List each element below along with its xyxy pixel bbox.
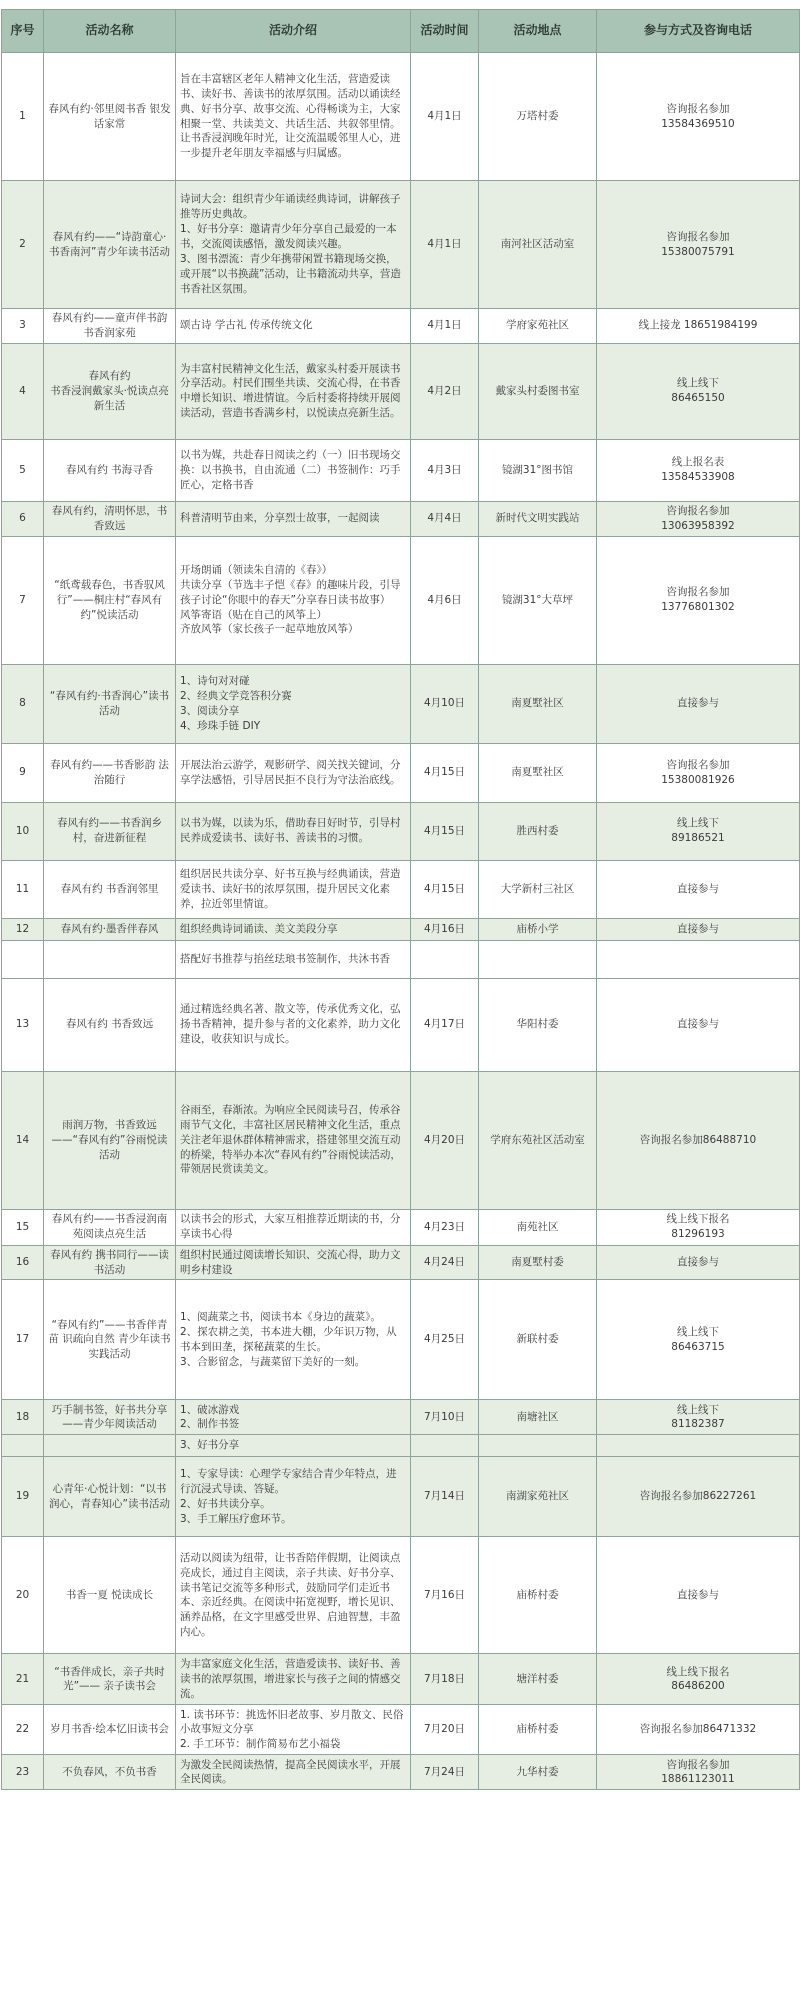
cell-activity-name: “纸鸢载春色，书香驭风行”——桐庄村“春风有约”悦读活动: [44, 536, 176, 664]
table-row: [2, 501, 800, 536]
header-activity-time: 活动时间: [411, 10, 479, 53]
cell-join-method: 咨询报名参加 15380075791: [597, 181, 800, 309]
cell-join-method: 咨询报名参加86227261: [597, 1457, 800, 1537]
cell-activity-intro: 1、专家导读：心理学专家结合青少年特点，进行沉浸式导读、答疑。 2、好书共读分享。 3、手工解压疗愈环节。: [176, 1457, 411, 1537]
cell-activity-place: [479, 940, 597, 978]
cell-number: 19: [2, 1457, 44, 1537]
cell-activity-time: [411, 1435, 479, 1457]
cell-activity-place: 学府家苑社区: [479, 309, 597, 344]
cell-activity-place: 胜西村委: [479, 802, 597, 860]
cell-number: 16: [2, 1245, 44, 1280]
cell-join-method: 咨询报名参加86488710: [597, 1071, 800, 1209]
table-row: [2, 1245, 800, 1280]
cell-activity-intro: 诗词大会：组织青少年诵读经典诗词，讲解孩子推等历史典故。 1、好书分享：邀请青少年分享自己最爱的一本书，交流阅读感悟，激发阅读兴趣。 3、图书漂流：青少年携带闲置书籍现场交换，或开展“以书换蔬”活动，让书籍流动共享，营造书香社区氛围。: [176, 181, 411, 309]
cell-number: 21: [2, 1654, 44, 1705]
cell-activity-name: 春风有约——“诗韵童心·书香南河”青少年读书活动: [44, 181, 176, 309]
cell-number: 6: [2, 501, 44, 536]
cell-join-method: 直接参与: [597, 664, 800, 743]
cell-number: 18: [2, 1400, 44, 1435]
cell-join-method: 线上线下 89186521: [597, 802, 800, 860]
cell-join-method: 咨询报名参加 18861123011: [597, 1755, 800, 1790]
cell-activity-time: 4月4日: [411, 501, 479, 536]
cell-number: 22: [2, 1705, 44, 1755]
cell-activity-intro: 颂古诗 学古礼 传承传统文化: [176, 309, 411, 344]
cell-join-method: 线上线下 86465150: [597, 343, 800, 439]
cell-activity-name: 春风有约——书香润乡村，奋进新征程: [44, 802, 176, 860]
cell-join-method: 咨询报名参加 13776801302: [597, 536, 800, 664]
cell-activity-name: [44, 940, 176, 978]
cell-activity-name: 春风有约 书香浸润戴家头·悦读点亮新生活: [44, 343, 176, 439]
cell-activity-place: 镜湖31°大草坪: [479, 536, 597, 664]
cell-activity-intro: 谷雨至，春渐浓。为响应全民阅读号召，传承谷雨节气文化，丰富社区居民精神文化生活，重点关注老年退休群体精神需求，搭建邻里交流互动的桥梁，特举办本次“春风有约”谷雨悦读活动，带领居民赏读美文。: [176, 1071, 411, 1209]
cell-activity-time: 4月17日: [411, 978, 479, 1071]
cell-activity-place: 南塘社区: [479, 1400, 597, 1435]
cell-activity-name: 书香一夏 悦读成长: [44, 1537, 176, 1654]
cell-activity-name: “春风有约”——书香伴青苗 识疏向自然 青少年读书实践活动: [44, 1280, 176, 1400]
cell-number: 3: [2, 309, 44, 344]
cell-activity-name: 春风有约·邻里阅书香 银发话家常: [44, 53, 176, 181]
cell-activity-time: 7月10日: [411, 1400, 479, 1435]
cell-activity-place: 大学新村三社区: [479, 860, 597, 918]
cell-activity-name: 岁月书香·绘本忆旧读书会: [44, 1705, 176, 1755]
table-row: [2, 536, 800, 664]
cell-activity-place: 学府东苑社区活动室: [479, 1071, 597, 1209]
table-row: [2, 1537, 800, 1654]
table-row: [2, 940, 800, 978]
header-activity-place: 活动地点: [479, 10, 597, 53]
cell-join-method: 咨询报名参加 13063958392: [597, 501, 800, 536]
cell-number: 11: [2, 860, 44, 918]
cell-number: 14: [2, 1071, 44, 1209]
cell-activity-name: 巧手制书签，好书共分享——青少年阅读活动: [44, 1400, 176, 1435]
table-row: [2, 978, 800, 1071]
cell-activity-place: 南河社区活动室: [479, 181, 597, 309]
table-row: [2, 1457, 800, 1537]
cell-join-method: 线上报名表 13584533908: [597, 439, 800, 501]
table-row: [2, 309, 800, 344]
cell-number: 8: [2, 664, 44, 743]
cell-activity-place: 南夏墅社区: [479, 664, 597, 743]
cell-activity-name: “书香伴成长，亲子共时光”—— 亲子读书会: [44, 1654, 176, 1705]
cell-activity-time: 4月6日: [411, 536, 479, 664]
cell-activity-place: 塘洋村委: [479, 1654, 597, 1705]
cell-activity-place: 戴家头村委图书室: [479, 343, 597, 439]
table-row: [2, 743, 800, 802]
table-row: [2, 1280, 800, 1400]
cell-number: 15: [2, 1209, 44, 1245]
cell-activity-intro: 开场朗诵（领读朱自清的《春》） 共读分享（节选丰子恺《春》的趣味片段，引导孩子讨论“你眼中的春天”分享春日读书故事） 风筝寄语（贴在自己的风筝上） 齐放风筝（家长孩子一起草地放风筝）: [176, 536, 411, 664]
table-row: [2, 1209, 800, 1245]
cell-activity-place: 庙桥村委: [479, 1705, 597, 1755]
cell-activity-time: 7月18日: [411, 1654, 479, 1705]
cell-activity-time: 4月15日: [411, 802, 479, 860]
cell-activity-intro: 科普清明节由来，分享烈士故事，一起阅读: [176, 501, 411, 536]
cell-activity-time: 4月1日: [411, 53, 479, 181]
cell-activity-time: 4月16日: [411, 918, 479, 940]
cell-activity-place: 南夏墅村委: [479, 1245, 597, 1280]
table-row: [2, 343, 800, 439]
cell-number: 1: [2, 53, 44, 181]
cell-activity-name: “春风有约·书香润心”读书活动: [44, 664, 176, 743]
cell-join-method: [597, 940, 800, 978]
cell-activity-name: [44, 1435, 176, 1457]
header-join-method: 参与方式及咨询电话: [597, 10, 800, 53]
cell-activity-place: 南夏墅社区: [479, 743, 597, 802]
cell-activity-intro: 组织经典诗词诵读、美文美段分享: [176, 918, 411, 940]
cell-activity-name: 春风有约——童声伴书韵书香润家苑: [44, 309, 176, 344]
cell-activity-place: 庙桥村委: [479, 1537, 597, 1654]
cell-join-method: 直接参与: [597, 978, 800, 1071]
cell-activity-intro: 组织居民共读分享、好书互换与经典诵读，营造爱读书、读好书的浓厚氛围，提升居民文化素养，拉近邻里情谊。: [176, 860, 411, 918]
cell-activity-place: 镜湖31°图书馆: [479, 439, 597, 501]
cell-join-method: 线上接龙 18651984199: [597, 309, 800, 344]
cell-number: 20: [2, 1537, 44, 1654]
cell-activity-time: 4月10日: [411, 664, 479, 743]
cell-activity-intro: 1、阅蔬菜之书，阅读书本《身边的蔬菜》。 2、探农耕之美，书本进大棚，少年识万物，从书本到田垄，探秘蔬菜的生长。 3、合影留念，与蔬菜留下美好的一刻。: [176, 1280, 411, 1400]
activity-table: [1, 9, 800, 1790]
cell-activity-name: 心青年·心悦计划：“以书润心，青春知心”读书活动: [44, 1457, 176, 1537]
cell-join-method: 线上线下报名 86486200: [597, 1654, 800, 1705]
cell-number: 5: [2, 439, 44, 501]
table-row: [2, 53, 800, 181]
cell-join-method: 线上线下 86463715: [597, 1280, 800, 1400]
cell-activity-time: 4月24日: [411, 1245, 479, 1280]
cell-activity-intro: 为激发全民阅读热情，提高全民阅读水平，开展全民阅读。: [176, 1755, 411, 1790]
table-row: [2, 1755, 800, 1790]
header-activity-name: 活动名称: [44, 10, 176, 53]
cell-number: 17: [2, 1280, 44, 1400]
cell-activity-intro: 3、好书分享: [176, 1435, 411, 1457]
cell-number: [2, 1435, 44, 1457]
cell-activity-name: 春风有约，清明怀思，书香致远: [44, 501, 176, 536]
cell-number: 2: [2, 181, 44, 309]
cell-join-method: 直接参与: [597, 1245, 800, 1280]
cell-join-method: 咨询报名参加 15380081926: [597, 743, 800, 802]
table-row: [2, 1705, 800, 1755]
cell-activity-intro: 1、破冰游戏 2、制作书签: [176, 1400, 411, 1435]
table-row: [2, 860, 800, 918]
cell-activity-intro: 开展法治云游学，观影研学、阅关找关键词，分享学法感悟，引导居民拒不良行为守法治底线。: [176, 743, 411, 802]
cell-activity-intro: 为丰富村民精神文化生活，戴家头村委开展读书分享活动。村民们围坐共读、交流心得，在书香中增长知识、增进情谊。今后村委将持续开展阅读活动，营造书香满乡村，以悦读点亮新生活。: [176, 343, 411, 439]
cell-activity-intro: 以书为媒，以读为乐，借助春日好时节，引导村民养成爱读书、读好书、善读书的习惯。: [176, 802, 411, 860]
cell-activity-time: 4月23日: [411, 1209, 479, 1245]
cell-join-method: 直接参与: [597, 1537, 800, 1654]
cell-activity-place: 南苑社区: [479, 1209, 597, 1245]
cell-activity-place: 南湖家苑社区: [479, 1457, 597, 1537]
cell-number: 4: [2, 343, 44, 439]
cell-activity-intro: 组织村民通过阅读增长知识、交流心得，助力文明乡村建设: [176, 1245, 411, 1280]
cell-activity-time: 4月15日: [411, 743, 479, 802]
cell-activity-intro: 活动以阅读为纽带，让书香陪伴假期，让阅读点亮成长，通过自主阅读，亲子共读、好书分享、读书笔记交流等多种形式，鼓励同学们走近书本、亲近经典。在阅读中拓宽视野，增长见识、涵养品格，在文字里感受世界、启迪智慧，丰盈内心。: [176, 1537, 411, 1654]
table-row: [2, 918, 800, 940]
header-number: 序号: [2, 10, 44, 53]
cell-activity-time: 4月3日: [411, 439, 479, 501]
cell-activity-intro: 以书为媒，共赴春日阅读之约（一）旧书现场交换：以书换书，自由流通（二）书签制作：巧手匠心，定格书香: [176, 439, 411, 501]
cell-join-method: 咨询报名参加 13584369510: [597, 53, 800, 181]
cell-activity-place: 华阳村委: [479, 978, 597, 1071]
table-row: [2, 1400, 800, 1435]
cell-number: 23: [2, 1755, 44, 1790]
table-row: [2, 664, 800, 743]
cell-number: 13: [2, 978, 44, 1071]
cell-activity-time: 4月1日: [411, 309, 479, 344]
cell-number: 9: [2, 743, 44, 802]
cell-activity-time: 4月2日: [411, 343, 479, 439]
cell-number: [2, 940, 44, 978]
header-activity-intro: 活动介绍: [176, 10, 411, 53]
cell-activity-place: 庙桥小学: [479, 918, 597, 940]
cell-activity-name: 春风有约·墨香伴春风: [44, 918, 176, 940]
cell-activity-name: 春风有约 书海寻香: [44, 439, 176, 501]
table-row: [2, 1654, 800, 1705]
table-header-row: [2, 10, 800, 53]
cell-activity-name: 不负春风，不负书香: [44, 1755, 176, 1790]
cell-join-method: 线上线下报名 81296193: [597, 1209, 800, 1245]
cell-activity-place: 新联村委: [479, 1280, 597, 1400]
cell-activity-name: 春风有约 书香润邻里: [44, 860, 176, 918]
cell-activity-intro: 旨在丰富辖区老年人精神文化生活，营造爱读书、读好书、善读书的浓厚氛围。活动以诵读经典、好书分享、故事交流、心得畅谈为主，大家相聚一堂、共读美文、共话生活、共叙邻里情。让书香浸润晚年时光，让交流温暖邻里人心，进一步提升老年朋友幸福感与归属感。: [176, 53, 411, 181]
cell-join-method: 咨询报名参加86471332: [597, 1705, 800, 1755]
cell-activity-place: 万塔村委: [479, 53, 597, 181]
cell-join-method: [597, 1435, 800, 1457]
cell-number: 10: [2, 802, 44, 860]
cell-activity-time: 4月15日: [411, 860, 479, 918]
cell-activity-intro: 以读书会的形式，大家互相推荐近期读的书，分享读书心得: [176, 1209, 411, 1245]
cell-number: 12: [2, 918, 44, 940]
cell-activity-time: [411, 940, 479, 978]
cell-activity-time: 7月20日: [411, 1705, 479, 1755]
cell-activity-intro: 搭配好书推荐与掐丝珐琅书签制作，共沐书香: [176, 940, 411, 978]
cell-activity-name: 春风有约——书香浸润南苑阅读点亮生活: [44, 1209, 176, 1245]
cell-activity-time: 7月24日: [411, 1755, 479, 1790]
cell-activity-time: 4月1日: [411, 181, 479, 309]
cell-activity-name: 雨润万物，书香致远——“春风有约”谷雨悦读活动: [44, 1071, 176, 1209]
cell-activity-time: 7月16日: [411, 1537, 479, 1654]
cell-number: 7: [2, 536, 44, 664]
cell-join-method: 直接参与: [597, 860, 800, 918]
cell-activity-name: 春风有约——书香影韵 法治随行: [44, 743, 176, 802]
cell-activity-time: 4月20日: [411, 1071, 479, 1209]
cell-activity-name: 春风有约 携书同行——读书活动: [44, 1245, 176, 1280]
cell-activity-intro: 为丰富家庭文化生活，营造爱读书、读好书、善读书的浓厚氛围，增进家长与孩子之间的情感交流。: [176, 1654, 411, 1705]
cell-activity-place: 新时代文明实践站: [479, 501, 597, 536]
cell-activity-time: 4月25日: [411, 1280, 479, 1400]
table-row: [2, 1435, 800, 1457]
table-row: [2, 802, 800, 860]
table-row: [2, 439, 800, 501]
cell-activity-intro: 1. 读书环节：挑选怀旧老故事、岁月散文、民俗小故事短文分享 2. 手工环节：制作简易布艺小福袋: [176, 1705, 411, 1755]
cell-activity-intro: 通过精选经典名著、散文等，传承优秀文化，弘扬书香精神，提升参与者的文化素养，助力文化建设，收获知识与成长。: [176, 978, 411, 1071]
cell-activity-name: 春风有约 书香致远: [44, 978, 176, 1071]
cell-join-method: 线上线下 81182387: [597, 1400, 800, 1435]
table-row: [2, 1071, 800, 1209]
cell-join-method: 直接参与: [597, 918, 800, 940]
cell-activity-time: 7月14日: [411, 1457, 479, 1537]
cell-activity-intro: 1、诗句对对碰 2、经典文学竞答积分赛 3、阅读分享 4、珍珠手链 DIY: [176, 664, 411, 743]
cell-activity-place: 九华村委: [479, 1755, 597, 1790]
cell-activity-place: [479, 1435, 597, 1457]
table-row: [2, 181, 800, 309]
